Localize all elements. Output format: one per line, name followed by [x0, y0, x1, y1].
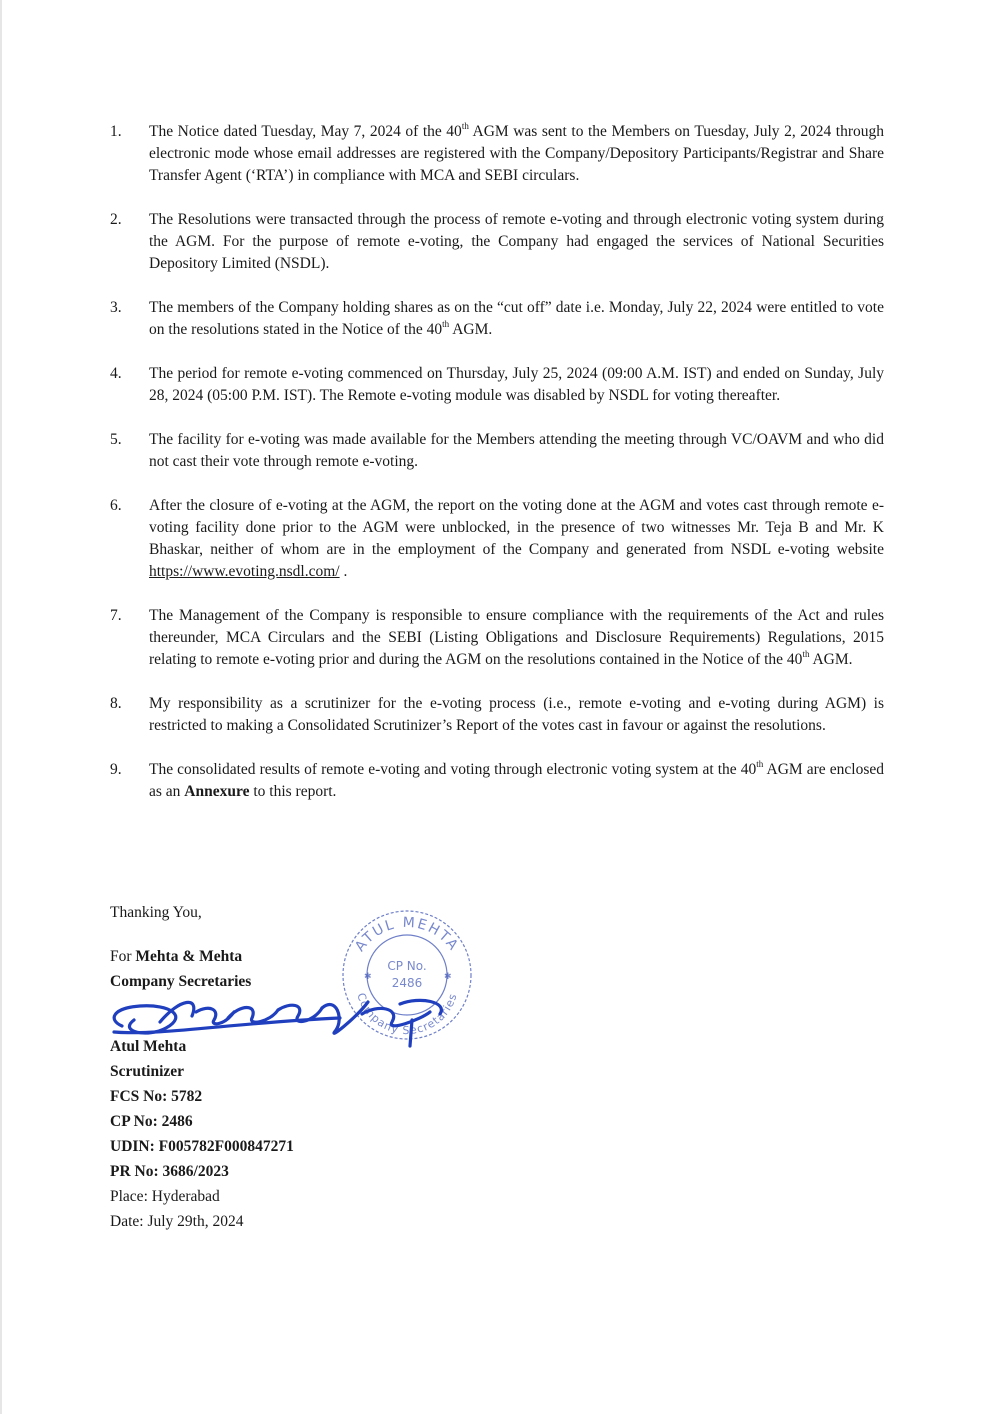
item-number: 5.: [110, 431, 122, 448]
list-item: [110, 759, 884, 803]
item-number: 3.: [110, 299, 122, 316]
nsdl-evoting-link[interactable]: https://www.evoting.nsdl.com/: [149, 563, 340, 580]
udin-number: UDIN: F005782F000847271: [110, 1138, 294, 1155]
item-text: The Resolutions were transacted through the process of remote e-voting and through electronic voting system during the AGM. For the purpose of remote e-voting, the Company had engaged the services of National Securities Depository Limited (NSDL).: [149, 211, 884, 272]
fcs-number: FCS No: 5782: [110, 1088, 203, 1105]
item-text: The period for remote e-voting commenced on Thursday, July 25, 2024 (09:00 A.M. IST) and ended on Sunday, July 28, 2024 (05:00 P.M. IST). The Remote e-voting module was disabled by NSDL for voting thereafter.: [149, 365, 884, 404]
cp-number: CP No: 2486: [110, 1113, 193, 1130]
svg-text:ATUL MEHTA: ATUL MEHTA: [352, 914, 462, 955]
list-item: [110, 605, 884, 671]
item-number: 1.: [110, 123, 122, 140]
list-item: [110, 363, 884, 407]
svg-text:2486: 2486: [391, 976, 423, 990]
item-number: 7.: [110, 607, 122, 624]
signatory-name: Atul Mehta: [110, 1038, 187, 1055]
item-number: 9.: [110, 761, 122, 778]
closing-salutation: Thanking You,: [110, 904, 202, 921]
page-edge: [0, 0, 2, 1414]
signature-block: [110, 900, 294, 1234]
date: Date: July 29th, 2024: [110, 1213, 244, 1230]
pr-number: PR No: 3686/2023: [110, 1163, 229, 1180]
place: Place: Hyderabad: [110, 1188, 220, 1205]
list-item: [110, 209, 884, 275]
item-number: 2.: [110, 211, 122, 228]
list-item: [110, 297, 884, 341]
item-number: 6.: [110, 497, 122, 514]
firm-subtitle: Company Secretaries: [110, 973, 252, 990]
svg-text:Company Secretaries: Company Secretaries: [354, 991, 460, 1038]
item-number: 8.: [110, 695, 122, 712]
list-item: [110, 495, 884, 583]
handwritten-signature: [100, 982, 480, 1062]
item-text: The Notice dated Tuesday, May 7, 2024 of the 40th AGM was sent to the Members on Tuesday, July 2, 2024 through electronic mode whose email addresses are registered with the Company/Depository Participants/Registrar and Share Transfer Agent (‘RTA’) in compliance with MCA and SEBI circulars.: [149, 120, 885, 184]
list-item: [110, 121, 884, 187]
report-points-list: [110, 121, 884, 803]
list-item: [110, 693, 884, 737]
item-text: My responsibility as a scrutinizer for the e-voting process (i.e., remote e-voting and e-voting during AGM) is restricted to making a Consolidated Scrutinizer’s Report of the votes cast in favour or against the resolutions.: [149, 695, 884, 734]
svg-text:✱: ✱: [444, 972, 452, 982]
list-item: [110, 429, 884, 473]
item-text: The members of the Company holding shares as on the “cut off” date i.e. Monday, July 22, 2024 were entitled to vote on the resolutions stated in the Notice of the 40th AGM.: [149, 299, 884, 338]
signatory-role: Scrutinizer: [110, 1063, 185, 1080]
item-text: After the closure of e-voting at the AGM, the report on the voting done at the AGM and votes cast through remote e-voting facility done prior to the AGM were unblocked, in the presence of two witnesses Mr. Teja B and Mr. K Bhaskar, neither of whom are in the employment of the Company and generated from NSDL e-voting website https://www.evoting.nsdl.com/ .: [149, 497, 884, 580]
item-text: The facility for e-voting was made available for the Members attending the meeting through VC/OAVM and who did not cast their vote through remote e-voting.: [149, 431, 884, 470]
item-text: The Management of the Company is responsible to ensure compliance with the requirements of the Act and rules thereunder, MCA Circulars and the SEBI (Listing Obligations and Disclosure Requirements) Regulations, 2015 relating to remote e-voting prior and during the AGM on the resolutions contained in the Notice of the 40th AGM.: [149, 607, 884, 668]
svg-text:✱: ✱: [364, 972, 372, 982]
item-number: 4.: [110, 365, 122, 382]
svg-text:CP No.: CP No.: [387, 959, 427, 973]
item-text: The consolidated results of remote e-voting and voting through electronic voting system at the 40th AGM are enclosed as an Annexure to this report.: [149, 758, 884, 800]
firm-line: For Mehta & Mehta: [110, 948, 243, 965]
